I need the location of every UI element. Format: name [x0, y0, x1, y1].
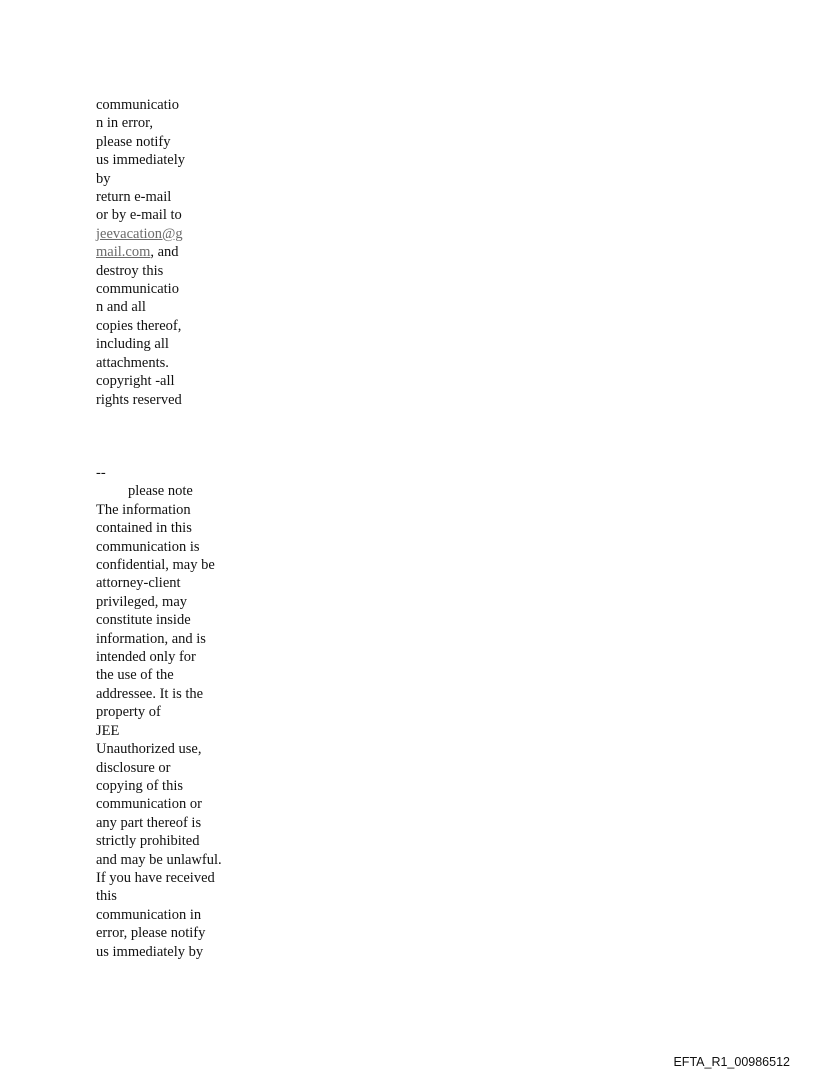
- text-line: please notify: [96, 133, 171, 150]
- text-line: including all: [96, 336, 169, 353]
- text-line: disclosure or: [96, 759, 171, 776]
- disclaimer-fragment-bottom: [96, 464, 256, 961]
- text-line: destroy this: [96, 262, 164, 279]
- text-line: and may be unlawful.: [96, 851, 222, 868]
- text-line: copies thereof,: [96, 317, 182, 334]
- text-line: addressee. It is the: [96, 685, 204, 702]
- text-fragment: , and: [150, 244, 179, 261]
- email-link-line: [96, 225, 256, 243]
- text-line: n and all: [96, 299, 146, 316]
- text-line: If you have received: [96, 869, 215, 886]
- text-line: communication in: [96, 906, 202, 923]
- text-line: us immediately by: [96, 943, 204, 960]
- text-line: by: [96, 170, 111, 187]
- text-line: strictly prohibited: [96, 833, 200, 850]
- text-line: intended only for: [96, 649, 196, 666]
- text-line: rights reserved: [96, 391, 182, 408]
- text-line: contained in this: [96, 520, 192, 537]
- disclaimer-fragment-top: [96, 96, 256, 409]
- text-line: or by e-mail to: [96, 207, 182, 224]
- email-link[interactable]: jeevacation@g: [96, 225, 183, 242]
- text-line: attachments.: [96, 354, 169, 371]
- note-heading: please note: [128, 483, 193, 500]
- text-line: communicatio: [96, 97, 179, 113]
- text-line: any part thereof is: [96, 814, 202, 831]
- text-line: JEE: [96, 722, 120, 739]
- text-line: The information: [96, 501, 191, 518]
- text-line: the use of the: [96, 667, 174, 684]
- text-line: constitute inside: [96, 612, 191, 629]
- text-line: copying of this: [96, 777, 183, 794]
- text-line: us immediately: [96, 152, 185, 169]
- text-line: privileged, may: [96, 593, 188, 610]
- text-line: communicatio: [96, 281, 179, 298]
- text-line: attorney-client: [96, 575, 181, 592]
- email-link-line: [96, 243, 256, 261]
- text-line: communication is: [96, 538, 200, 555]
- text-line: information, and is: [96, 630, 206, 647]
- text-line: error, please notify: [96, 925, 206, 942]
- text-line: communication or: [96, 796, 202, 813]
- text-line: confidential, may be: [96, 557, 215, 574]
- document-id: EFTA_R1_00986512: [673, 1055, 790, 1069]
- text-line: n in error,: [96, 115, 153, 132]
- text-line: Unauthorized use,: [96, 741, 202, 758]
- text-line: property of: [96, 704, 161, 721]
- email-link[interactable]: mail.com: [96, 244, 151, 261]
- text-line: return e-mail: [96, 189, 172, 206]
- text-line: this: [96, 888, 117, 905]
- text-line: copyright -all: [96, 373, 175, 390]
- separator: --: [96, 465, 106, 481]
